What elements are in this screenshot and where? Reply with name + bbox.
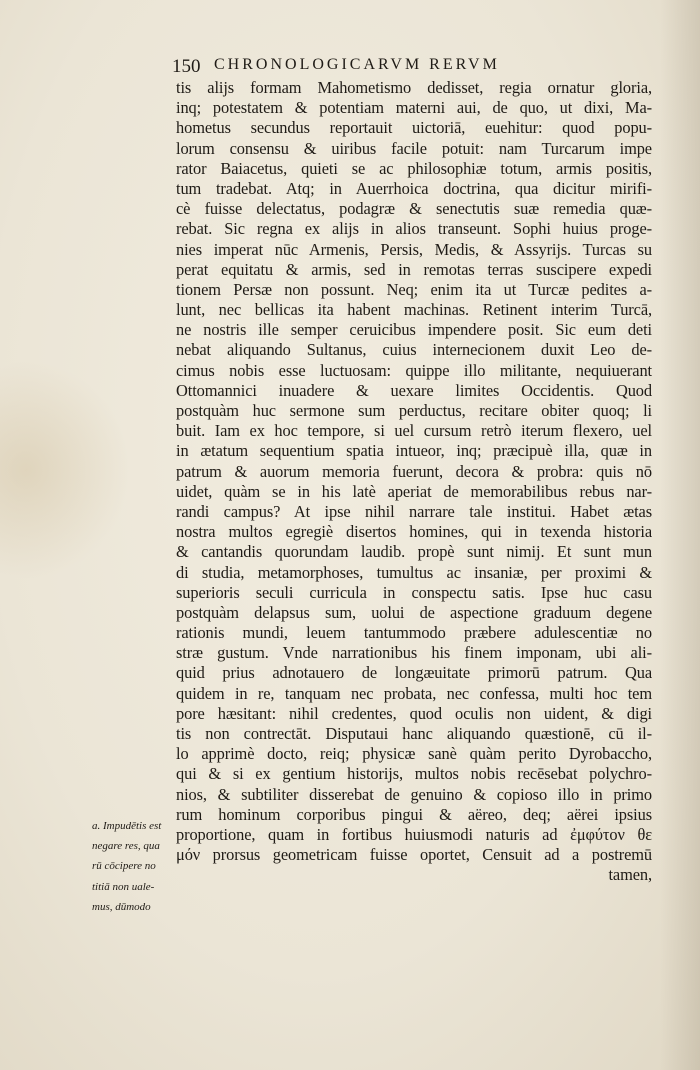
marginal-note	[92, 816, 172, 917]
text-line: stræ gustum. Vnde narrationibus his finem imponam, ubi ali-	[176, 643, 652, 663]
running-title: CHRONOLOGICARVM RERVM	[214, 56, 500, 73]
text-line: lo apprimè docto, reiq; physicæ sanè quàm perito Dyrobaccho,	[176, 744, 652, 764]
text-line: buit. Iam ex hoc tempore, si uel cursum retrò iterum flexero, uel	[176, 421, 652, 441]
main-text-block	[176, 78, 652, 886]
text-line: lunt, nec bellicas ita habent machinas. Retinent interim Turcā,	[176, 300, 652, 320]
text-line: proportione, quam in fortibus huiusmodi naturis ad ἐμφύτον θε	[176, 824, 652, 844]
marginal-note-line: titiā non uale-	[92, 880, 155, 893]
text-line: & cantandis quorundam laudib. propè sunt nimij. Et sunt mun	[176, 542, 652, 562]
text-line: randi campus? At ipse nihil narrare tale institui. Habet ætas	[176, 501, 652, 521]
text-line: nebat aliquando Sultanus, cuius internecionem duxit Leo de-	[176, 340, 652, 360]
text-line: cè fuisse delectatus, podagræ & senectutis suæ remedia quæ-	[176, 199, 652, 219]
marginal-note-line: a. Impudētis est	[92, 820, 162, 832]
text-line: cimus nobis esse luctuosam: quippe illo militante, nequiuerant	[176, 360, 652, 380]
text-line: rum hominum corporibus pingui & aëreo, deq; aërei ipsius	[176, 804, 652, 824]
text-line: postquàm huc sermone sum perductus, recitare obiter quoq; li	[176, 401, 652, 420]
marginal-note-line: mus, dūmodo	[92, 900, 151, 913]
water-stain	[0, 360, 130, 580]
text-line: superioris seculi curricula in conspectu satis. Ipse huc casu	[176, 582, 652, 602]
text-line: nostra multos egregiè disertos homines, qui in texenda historia	[176, 522, 652, 542]
text-line: quidem in re, tanquam nec probata, nec confessa, multi hoc tem	[176, 683, 652, 703]
text-line: patrum & auorum memoria fuerunt, decora & probra: quis nō	[176, 461, 652, 481]
text-line: tionem Persæ non possunt. Neq; enim ita ut Turcæ pedites a-	[176, 279, 652, 299]
folio-number: 150	[172, 56, 201, 77]
text-line: qui & si ex gentium historijs, multos nobis recēsebat polychro-	[176, 764, 652, 784]
text-line: lorum consensu & uiribus facile potuit: nam Turcarum impe	[176, 138, 652, 158]
text-line: tis alijs formam Mahometismo dedisset, regia ornatur gloria,	[176, 78, 652, 97]
text-line: perat equitatu & armis, sed in remotas terras suscipere expedi	[176, 259, 652, 279]
text-line: tis non contrectāt. Disputaui hanc aliquando quæstionē, cū il-	[176, 724, 652, 743]
text-line: rationis mundi, leuem tantummodo præbere adulescentiæ no	[176, 623, 652, 643]
text-line: tamen,	[608, 865, 652, 885]
text-line: μόν prorsus geometricam fuisse oportet, Censuit ad a postremū	[176, 845, 652, 865]
text-line: nios, & subtiliter disserebat de genuino & copioso illo in primo	[176, 784, 652, 804]
text-line: uidet, quàm se in his latè aperiat de memorabilibus rebus nar-	[176, 481, 652, 501]
text-line: hometus secundus reportauit uictoriā, euehitur: quod popu-	[176, 118, 652, 138]
text-line: Ottomannici inuadere & uexare limites Occidentis. Quod	[176, 380, 652, 400]
text-line: quid prius adnotauero de longæuitate primorū patrum. Qua	[176, 663, 652, 683]
text-line: ne nostris ille semper ceruicibus impendere posit. Sic eum deti	[176, 320, 652, 340]
binding-gutter-shadow	[660, 0, 700, 1070]
text-line: pore hæsitant: nihil credentes, quod oculis non uident, & digi	[176, 703, 652, 723]
text-line: postquàm delapsus sum, uolui de aspectione graduum degene	[176, 602, 652, 622]
text-line: tum tradebat. Atq; in Auerrhoica doctrina, qua dicitur mirifi-	[176, 178, 652, 198]
page-header	[172, 50, 652, 80]
text-line: nies imperat nūc Armenis, Persis, Medis, & Assyrijs. Turcas su	[176, 239, 652, 259]
marginal-note-line: negare res, qua	[92, 840, 160, 853]
text-line: rebat. Sic regna ex alijs in alios transeunt. Sophi huius proge-	[176, 219, 652, 239]
text-line: di studia, metamorphoses, tumultus ac insaniæ, per proximi &	[176, 562, 652, 582]
text-line: inq; potestatem & potentiam materni aui, de quo, ut dixi, Ma-	[176, 98, 652, 118]
text-line: rator Baiacetus, quieti se ac philosophiæ totum, armis positis,	[176, 158, 652, 178]
marginal-note-line: rū cōcipere no	[92, 860, 156, 873]
text-line: in ætatum sequentium spatia intueor, inq; præcipuè illa, quæ in	[176, 441, 652, 461]
